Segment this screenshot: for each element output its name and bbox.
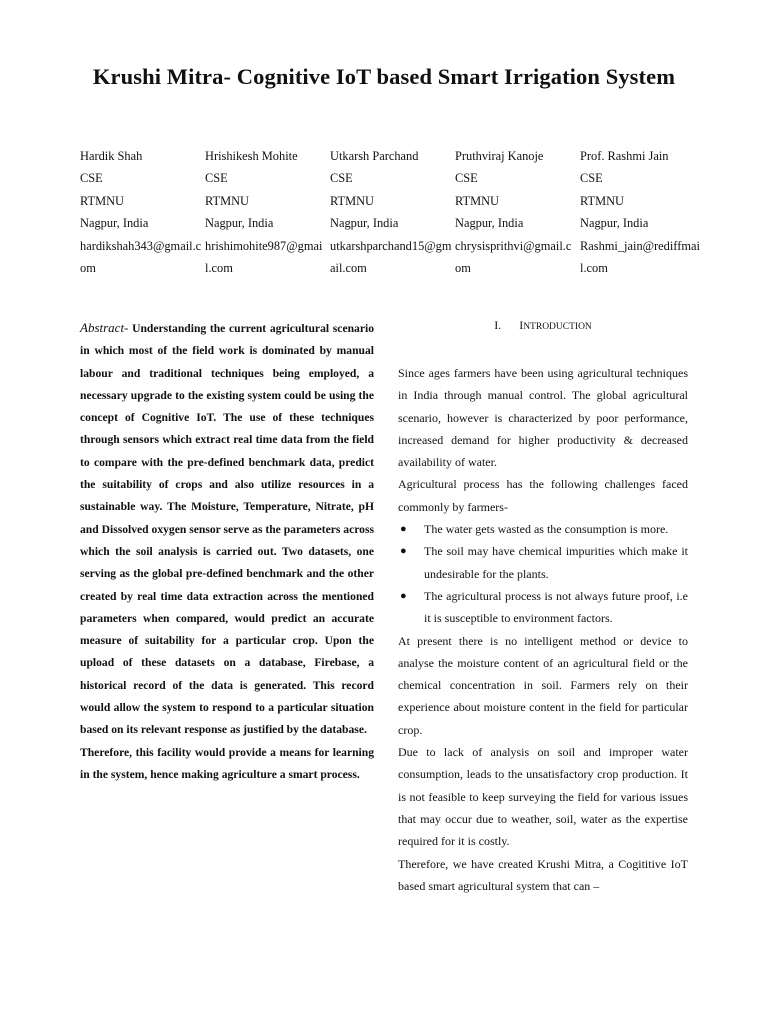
author-location: Nagpur, India <box>205 216 274 231</box>
author-name: Prof. Rashmi Jain <box>580 149 669 163</box>
abstract-paragraph-2: Therefore, this facility would provide a means for learning in the system, hence making agriculture a smart process. <box>80 745 374 781</box>
author-location: Nagpur, India <box>80 216 149 231</box>
author-dept: CSE <box>205 171 228 186</box>
author-email: utkarshparchand15@gmail.com <box>330 238 452 276</box>
author-name: Hardik Shah <box>80 149 143 163</box>
section-number: I. <box>494 318 502 332</box>
intro-paragraph-5: Therefore, we have created Krushi Mitra, a Cogititive IoT based smart agricultural system that can – <box>398 856 688 893</box>
intro-paragraph-3: At present there is no intelligent method or device to analyse the moisture content of an agricultural field or the chemical concentration in soil. Farmers rely on their experience about moisture content in the field for particular crop. <box>398 633 688 737</box>
author-email: chrysisprithvi@gmail.com <box>455 238 572 276</box>
section-title: INTRODUCTION <box>519 318 592 332</box>
section-heading-introduction <box>398 318 688 333</box>
intro-paragraph-4: Due to lack of analysis on soil and improper water consumption, leads to the unsatisfactory crop production. It is not feasible to keep surveying the field for various issues that may occur due to weather, soil, water as the expertise required for it is costly. <box>398 745 688 849</box>
author-dept: CSE <box>330 171 353 186</box>
paper-title: Krushi Mitra- Cognitive IoT based Smart Irrigation System <box>92 64 676 89</box>
author-name: Hrishikesh Mohite <box>205 149 298 163</box>
list-item: ● The water gets wasted as the consumption is more. <box>398 518 688 540</box>
challenges-list <box>398 518 688 629</box>
author-org: RTMNU <box>580 193 625 208</box>
abstract-paragraph <box>80 317 374 742</box>
author-dept: CSE <box>80 171 103 186</box>
author-5 <box>580 145 702 279</box>
author-location: Nagpur, India <box>455 216 524 231</box>
abstract-text: Understanding the current agricultural scenario in which most of the field work is dominated by manual labour and traditional techniques being employed, a necessary upgrade to the existing system could be using the concept of Cognitive IoT. The use of these techniques through sensors which extract real time data from the field to compare with the pre-defined benchmark data, predict the suitability of crops and also utilize resources in a sustainable way. The Moisture, Temperature, Nitrate, pH and Dissolved oxygen sensor serve as the parameters across which the soil analysis is carried out. Two datasets, one serving as the global pre-defined benchmark and the other created by real time data extraction across the mentioned parameters when compared, would predict an accurate measure of suitability for a particular crop. Upon the upload of these datasets on a database, Firebase, a historical record of the data is generated. This record would allow the system to respond to a particular situation based on its relevant response as justified by the database. <box>80 322 374 737</box>
author-1 <box>80 145 202 279</box>
author-3 <box>330 145 452 279</box>
author-name: Pruthviraj Kanoje <box>455 149 544 163</box>
author-location: Nagpur, India <box>330 216 399 231</box>
author-4 <box>455 145 577 279</box>
author-email: hrishimohite987@gmail.com <box>205 238 323 276</box>
author-2 <box>205 145 327 279</box>
author-org: RTMNU <box>205 193 250 208</box>
bullet-icon: ● <box>400 589 407 602</box>
author-dept: CSE <box>580 171 603 186</box>
author-email: Rashmi_jain@rediffmail.com <box>580 238 700 276</box>
bullet-icon: ● <box>400 545 407 558</box>
intro-paragraph-1: Since ages farmers have been using agricultural techniques in India through manual control. The global agricultural scenario, however is characterized by poor performance, increased demand for higher productivity & decreased availability of water. <box>398 366 688 470</box>
list-item: ● The soil may have chemical impurities which make it undesirable for the plants. <box>398 540 688 585</box>
abstract-label: Abstract- <box>80 320 129 335</box>
author-email: hardikshah343@gmail.com <box>80 238 202 276</box>
author-name: Utkarsh Parchand <box>330 149 419 163</box>
author-org: RTMNU <box>80 193 125 208</box>
author-org: RTMNU <box>455 193 500 208</box>
introduction-body <box>398 362 688 897</box>
author-location: Nagpur, India <box>580 216 649 231</box>
bullet-icon: ● <box>400 523 407 536</box>
author-org: RTMNU <box>330 193 375 208</box>
abstract-section <box>80 317 374 786</box>
list-item: ● The agricultural process is not always future proof, i.e it is susceptible to environment factors. <box>398 585 688 630</box>
author-dept: CSE <box>455 171 478 186</box>
intro-paragraph-2: Agricultural process has the following challenges faced commonly by farmers- <box>398 477 688 514</box>
